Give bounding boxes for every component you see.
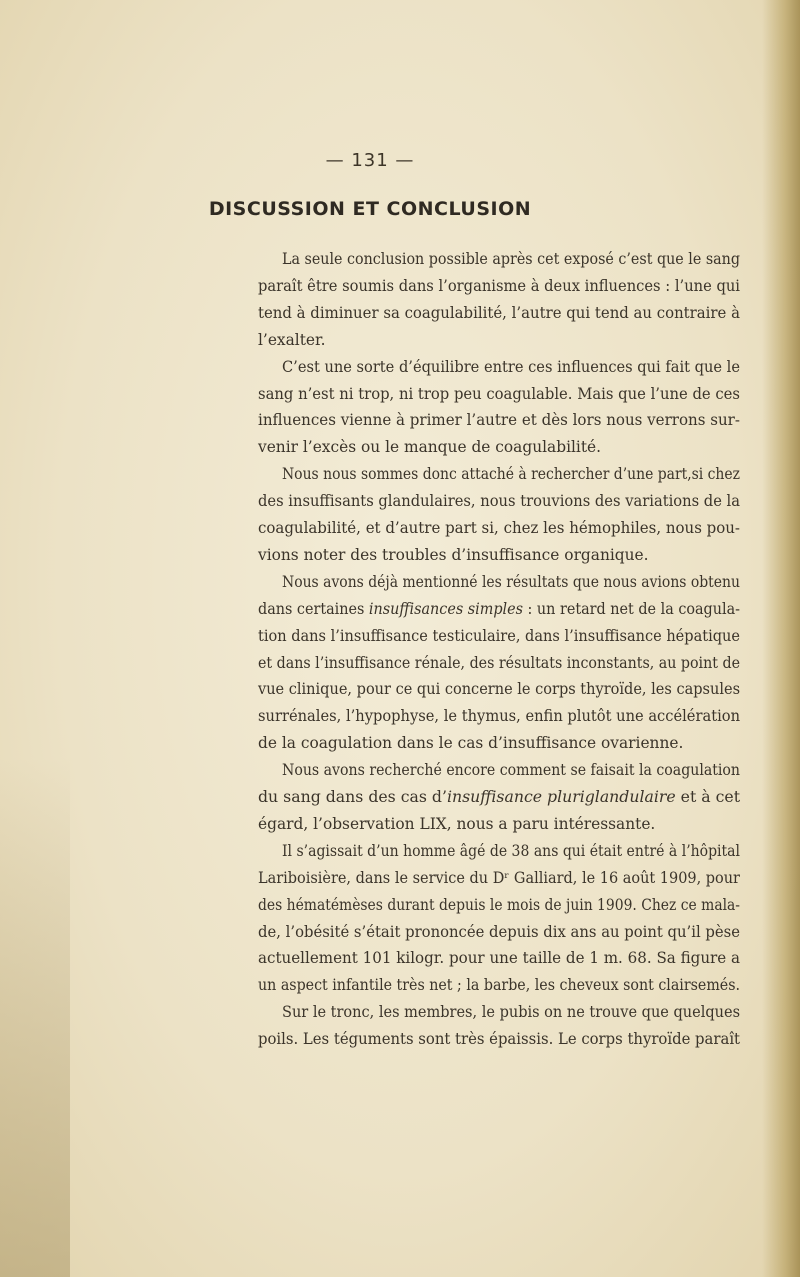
line-text: Il s’agissait d’un homme âgé de 38 ans qui était entré à l’hôpital	[282, 841, 740, 860]
line-text: poils. Les téguments sont très épaissis. Le corps thyroïde paraît	[258, 1030, 741, 1049]
line-text: et dans l’insuffisance rénale, des résultats inconstants, au point de	[258, 653, 740, 672]
line-text: tend à diminuer sa coagulabilité, l’autre qui tend au contraire à	[258, 303, 740, 322]
text-line	[258, 436, 601, 458]
line-text: C’est une sorte d’équilibre entre ces influences qui fait que le	[282, 357, 740, 376]
text-line	[258, 732, 683, 754]
line-text: vue clinique, pour ce qui concerne le corps thyroïde, les capsules	[258, 680, 741, 699]
line-text: Nous nous sommes donc attaché à rechercher d’une part,si chez	[282, 465, 740, 484]
line-text: La seule conclusion possible après cet exposé c’est que le sang	[282, 250, 740, 268]
text-line	[258, 894, 792, 916]
line-text: Nous avons recherché encore comment se faisait la coagulation	[282, 761, 740, 780]
line-text: actuellement 101 kilogr. pour une taille de 1 m. 68. Sa figure a	[258, 949, 741, 968]
line-text: surrénales, l’hypophyse, le thymus, enfin plutôt une accélération	[258, 707, 741, 726]
text-line	[258, 409, 751, 431]
text-line	[282, 356, 765, 378]
page-number: — 131 —	[325, 150, 415, 171]
text-line	[282, 1001, 768, 1023]
text-line	[282, 759, 782, 781]
line-text: et à cet	[675, 788, 741, 806]
text-line	[282, 840, 785, 862]
line-text: sang n’est ni trop, ni trop peu coagulable. Mais que l’une de ces	[258, 384, 740, 403]
line-text: : un retard net de la coagula-	[522, 599, 741, 618]
text-line	[258, 678, 769, 700]
italic-term: insuffisances simples	[368, 599, 523, 618]
line-text: paraît être soumis dans l’organisme à deux influences : l’une qui	[258, 276, 740, 295]
text-line	[258, 490, 763, 512]
line-text: du sang dans des cas d’	[258, 788, 447, 806]
line-text: Lariboisière, dans le service du Dʳ Galliard, le 16 août 1909, pour	[258, 868, 740, 887]
text-line	[258, 974, 780, 996]
text-line	[258, 947, 749, 969]
text-line	[258, 921, 759, 943]
text-line	[258, 625, 769, 647]
line-text: coagulabilité, et d’autre part si, chez les hémophiles, nous pou-	[258, 519, 740, 537]
text-line	[258, 1028, 758, 1050]
text-line	[258, 383, 760, 405]
line-text: égard, l’observation LIX, nous a paru intéressante.	[258, 814, 656, 833]
line-text: vions noter des troubles d’insuffisance organique.	[258, 545, 649, 564]
line-text: Nous avons déjà mentionné les résultats que nous avions obtenu	[282, 572, 740, 591]
text-line	[258, 329, 326, 351]
text-line	[258, 544, 649, 566]
text-line	[282, 463, 788, 485]
text-line	[258, 598, 775, 620]
section-title: DISCUSSION ET CONCLUSION	[208, 198, 532, 220]
line-text: dans certaines	[258, 599, 369, 618]
italic-term: insuffisance pluriglandulaire	[446, 788, 676, 806]
line-text: un aspect infantile très net ; la barbe, les cheveux sont clairsemés.	[258, 976, 741, 995]
line-text: des insuffisants glandulaires, nous trouvions des variations de la	[258, 492, 741, 511]
line-text: de la coagulation dans le cas d’insuffisance ovarienne.	[258, 734, 684, 753]
page-stain	[0, 757, 70, 1277]
line-text: l’exalter.	[258, 330, 326, 349]
text-line	[258, 867, 771, 889]
line-text: des hématémèses durant depuis le mois de juin 1909. Chez ce mala-	[258, 895, 741, 914]
line-text: Sur le tronc, les membres, le pubis on ne trouve que quelques	[282, 1003, 741, 1022]
line-text: de, l’obésité s’était prononcée depuis dix ans au point qu’il pèse	[258, 922, 740, 941]
text-line	[258, 705, 765, 727]
line-text: tion dans l’insuffisance testiculaire, dans l’insuffisance hépatique	[258, 626, 740, 645]
text-line	[282, 248, 776, 270]
line-text: influences vienne à primer l’autre et dès lors nous verrons sur-	[258, 411, 740, 430]
text-line	[258, 813, 655, 835]
text-line	[258, 652, 780, 674]
text-line	[258, 786, 741, 808]
text-line	[258, 517, 753, 539]
text-line	[282, 571, 788, 593]
text-line	[258, 302, 756, 324]
text-line	[258, 275, 764, 297]
line-text: venir l’excès ou le manque de coagulabilité.	[258, 438, 602, 457]
